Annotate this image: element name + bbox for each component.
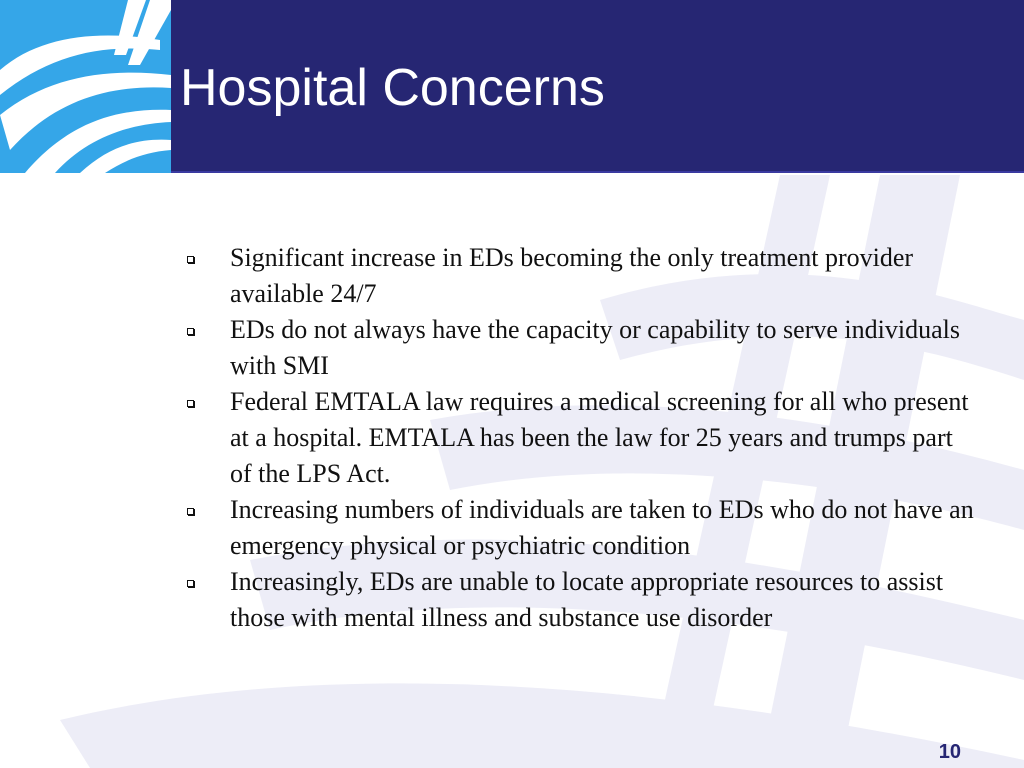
bullet-text: Significant increase in EDs becoming the only treatment provider available 24/7 bbox=[230, 243, 914, 308]
hollow-square-bullet-icon bbox=[187, 328, 194, 335]
bullet-item bbox=[180, 492, 980, 564]
bullet-item bbox=[180, 564, 980, 636]
logo-swoosh-icon bbox=[0, 0, 171, 173]
bullet-item bbox=[180, 240, 980, 312]
hollow-square-bullet-icon bbox=[187, 580, 194, 587]
logo bbox=[0, 0, 171, 173]
slide-header bbox=[0, 0, 1024, 173]
bullet-text: EDs do not always have the capacity or capability to serve individuals with SMI bbox=[230, 315, 960, 380]
bullet-text: Increasingly, EDs are unable to locate appropriate resources to assist those with mental illness and substance use disorder bbox=[230, 567, 944, 632]
title-divider bbox=[171, 171, 1024, 173]
slide-title: Hospital Concerns bbox=[180, 59, 605, 117]
bullet-item bbox=[180, 384, 980, 492]
hollow-square-bullet-icon bbox=[187, 508, 194, 515]
hollow-square-bullet-icon bbox=[187, 400, 194, 407]
bullet-list bbox=[180, 240, 980, 636]
hollow-square-bullet-icon bbox=[187, 256, 194, 263]
bullet-text: Increasing numbers of individuals are taken to EDs who do not have an emergency physical or psychiatric condition bbox=[230, 495, 974, 560]
bullet-text: Federal EMTALA law requires a medical screening for all who present at a hospital. EMTALA has been the law for 25 years and trumps part of the LPS Act. bbox=[230, 387, 969, 488]
page-number: 10 bbox=[938, 741, 961, 763]
bullet-item bbox=[180, 312, 980, 384]
